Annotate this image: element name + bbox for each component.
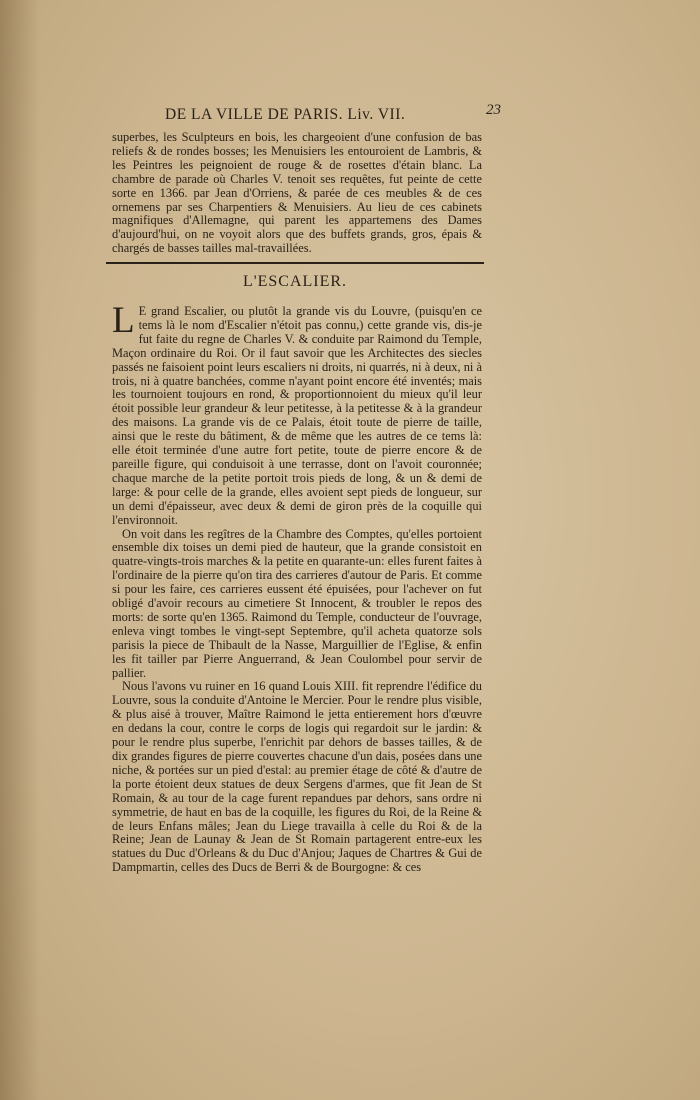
intro-paragraph: superbes, les Sculpteurs en bois, les chargeoient d'une confusion de bas reliefs & de rondes bosses; les Menuisiers les entouroient de Lambris, & les Peintres les peignoient de rouge & de rosettes d'étain blanc. La chambre de parade où Charles V. tenoit ses requêtes, fut peinte de cette sorte en 1366. par Jean d'Orriens, & parée de ces meubles & de ces ornemens par ses Charpentiers & Menuisiers. Au lieu de ces cabinets magnifiques d'Allemagne, qui parent les appartemens des Dames d'aujourd'hui, on ne voyoit alors que des buffets grands, gros, épais & chargés de basses tailles mal-travaillées. <box>112 130 482 256</box>
section-body <box>112 300 482 875</box>
section-divider <box>106 262 484 264</box>
body-paragraph-3: Nous l'avons vu ruiner en 16 quand Louis XIII. fit reprendre l'édifice du Louvre, sous la conduite d'Antoine le Mercier. Pour le rendre plus visible, & plus aisé à trouver, Maître Raimond le jetta entierement hors d'œuvre en dedans la cour, contre le corps de logis qui regardoit sur le jardin: & pour le rendre plus superbe, l'enrichit par dehors de basses tailles, & de dix grandes figures de pierre couvertes chacune d'un dais, posées dans une niche, & portées sur un pied d'estal: au premier étage de côté & d'autre de la porte étoient deux statues de deux Sergens d'armes, que fit Jean de St Romain, & au tour de la cage furent repandues par dehors, sans ordre ni symmetrie, de haut en bas de la coquille, les figures du Roi, de la Reine & de leurs Enfans mâles; Jean du Liege travailla à celle du Roi & de la Reine; Jean de Launay & Jean de St Romain partagerent entre-eux les statues du Duc d'Orleans & du Duc d'Anjou; Jaques de Chartres & Gui de Dampmartin, celles des Ducs de Berri & de Bourgogne: & ces <box>112 679 482 875</box>
body-paragraph-2: On voit dans les regîtres de la Chambre des Comptes, qu'elles portoient ensemble dix toises un demi pied de hauteur, que la grande consistoit en quatre-vingts-trois marches & la petite en quarante-un: elles furent faites à l'ordinaire de la pierre qu'on tira des carrieres d'autour de Paris. Et comme si pour les faire, ces carrieres eussent été épuisées, pour l'achever on fut obligé d'avoir recours au cimetiere St Innocent, & troubler le repos des morts: de sorte qu'en 1365. Raimond du Temple, conducteur de l'ouvrage, enleva vingt tombes le vingt-sept Septembre, qu'il acheta quatorze sols parisis la piece de Thibault de la Nasse, Marguillier de l'Eglise, & enfin les fit tailler par Pierre Anguerrand, & Jean Coulombel pour servir de pallier. <box>112 526 482 680</box>
drop-cap: L <box>112 300 135 341</box>
intro-paragraph-block <box>112 131 482 256</box>
page-number: 23 <box>486 102 501 118</box>
section-title: L'ESCALIER. <box>242 273 348 290</box>
body-paragraph-1 <box>112 300 482 528</box>
body-paragraph-1-text: E grand Escalier, ou plutôt la grande vis du Louvre, (puisqu'en ce tems là le nom d'Escalier n'étoit pas connu,) cette grande vis, dis-je fut faite du regne de Charles V. & conduite par Raimond du Temple, Maçon ordinaire du Roi. Or il faut savoir que les Architectes des siecles passés ne faisoient point leurs escaliers ni droits, ni quarrés, ni à deux, ni à trois, ni à quatre banchées, comme n'ayant point encore été inventés; mais les tournoient toujours en rond, & proportionnoient du mieux qu'il leur étoit possible leur grandeur & leur petitesse, à la petitesse & à la grandeur des maisons. La grande vis de ce Palais, étoit toute de pierre de taille, ainsi que le reste du bâtiment, & de même que les autres de ce tems là: elle étoit terminée d'une autre fort petite, toute de pierre encore & de pareille figure, qui conduisoit à une terrasse, dont on l'avoit couronnée; chaque marche de la petite portoit trois pieds de long, & un & demi de large: & pour celle de la grande, elles avoient sept pieds de longueur, sur un demi d'épaisseur, avec deux & demi de giron près de la coquille qui l'environnoit. <box>112 304 482 527</box>
running-title: DE LA VILLE DE PARIS. Liv. VII. <box>165 106 406 123</box>
